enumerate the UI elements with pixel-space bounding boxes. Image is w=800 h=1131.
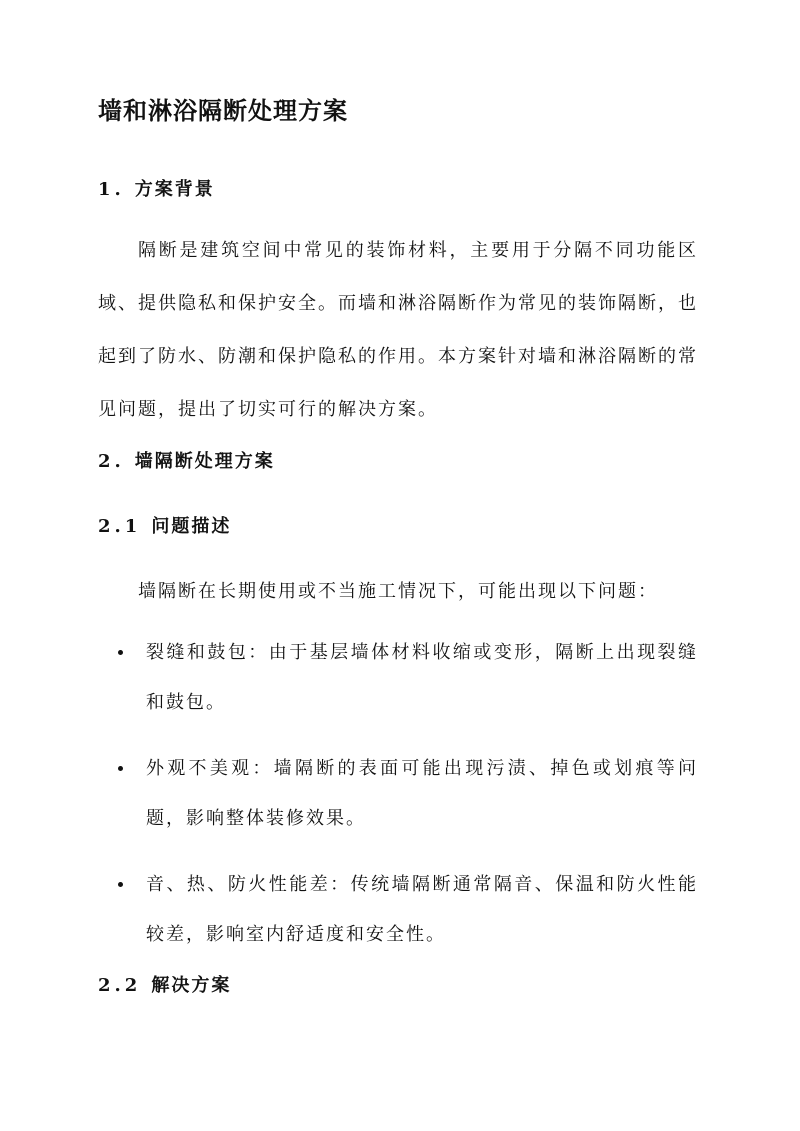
bullet-icon (118, 882, 123, 887)
bullet-icon (118, 650, 123, 655)
subsection-number: 2.2 (98, 975, 142, 996)
list-item (98, 860, 698, 960)
subsection-heading-solution (98, 973, 231, 999)
section-heading-wall-partition (98, 449, 275, 475)
list-item (98, 744, 698, 844)
problem-list (98, 628, 698, 976)
section-number: 2. (98, 451, 125, 472)
list-item-text: 音、热、防火性能差：传统墙隔断通常隔音、保温和防火性能较差，影响室内舒适度和安全性。 (146, 874, 698, 945)
list-item-text: 裂缝和鼓包：由于基层墙体材料收缩或变形，隔断上出现裂缝和鼓包。 (146, 642, 698, 713)
subsection-number: 2.1 (98, 516, 142, 537)
problem-intro: 墙隔断在长期使用或不当施工情况下，可能出现以下问题： (138, 581, 658, 602)
document-title: 墙和淋浴隔断处理方案 (98, 96, 348, 125)
list-item-text: 外观不美观：墙隔断的表面可能出现污渍、掉色或划痕等问题，影响整体装修效果。 (146, 758, 698, 829)
list-item (98, 628, 698, 728)
subsection-title: 解决方案 (151, 975, 232, 996)
bullet-icon (118, 766, 123, 771)
section-title: 方案背景 (134, 179, 215, 200)
section-title: 墙隔断处理方案 (134, 451, 275, 472)
background-paragraph: 隔断是建筑空间中常见的装饰材料，主要用于分隔不同功能区域、提供隐私和保护安全。而墙和淋浴隔断作为常见的装饰隔断，也起到了防水、防潮和保护隐私的作用。本方案针对墙和淋浴隔断的常见问题，提出了切实可行的解决方案。 (98, 240, 698, 420)
subsection-title: 问题描述 (151, 516, 232, 537)
subsection-heading-problem (98, 514, 231, 540)
section-heading-background (98, 177, 215, 203)
section-number: 1. (98, 179, 125, 200)
